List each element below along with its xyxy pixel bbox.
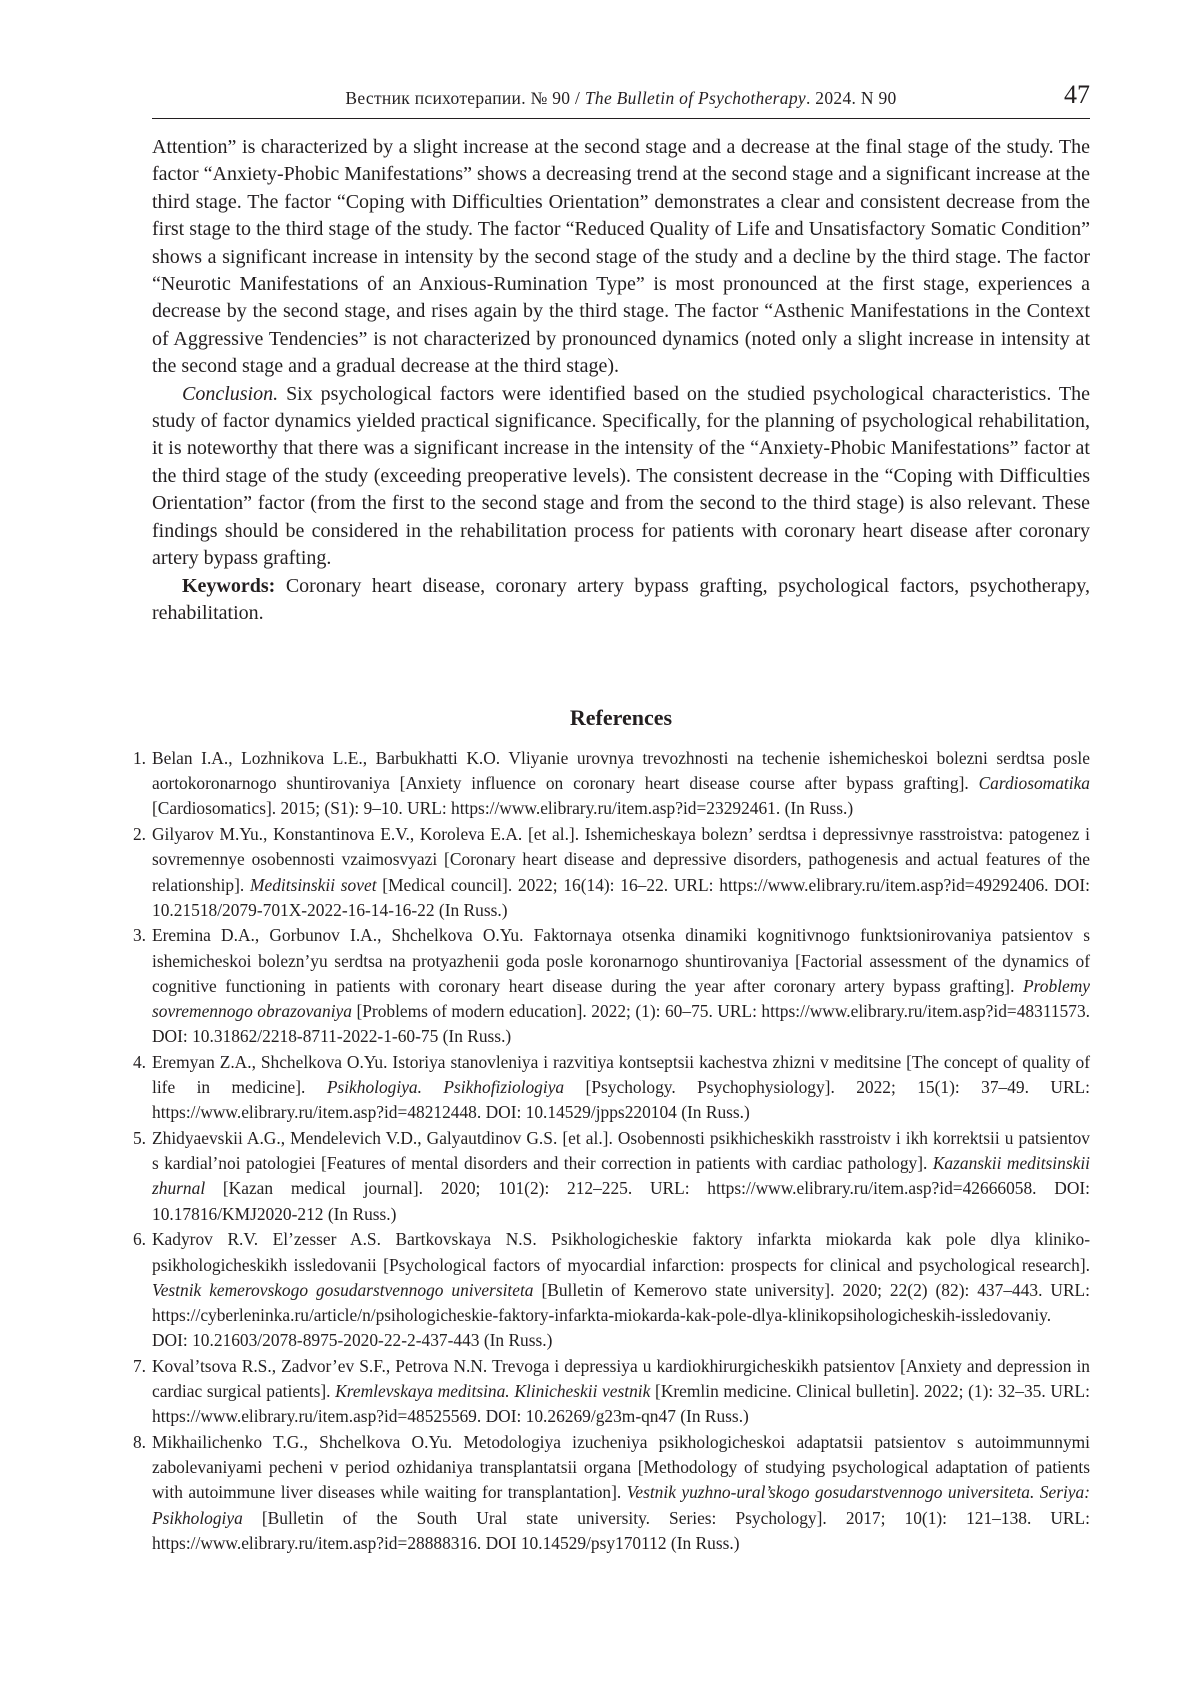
references-title: References (569, 705, 673, 730)
reference-item (132, 1430, 1090, 1556)
reference-details: [Problems of modern education]. 2022; (1): 60–75. URL: https://www.elibrary.ru/item.asp?id=48311573. DOI: 10.31862/2218-8711-2022-1-60-75 (In Russ.) (152, 1001, 1090, 1047)
running-head (152, 88, 1090, 109)
references-list (132, 746, 1090, 1557)
reference-text: Zhidyaevskii A.G., Mendelevich V.D., Galyautdinov G.S. [et al.]. Osobennosti psikhicheskikh rasstroistv i ikh korrektsii u patsientov s kardial’noi patologiei [Features of mental disorders and their correction in patients with cardiac pathology]. (152, 1128, 1090, 1174)
reference-number: 7. (132, 1355, 146, 1376)
reference-details: [Psychology. Psychophysiology]. 2022; 15(1): 37–49. URL: https://www.elibrary.ru/item.asp?id=48212448. DOI: 10.14529/jpps220104 (In Russ.) (152, 1077, 1090, 1123)
reference-item (132, 746, 1090, 822)
running-head-ru: Вестник психотерапии. № 90 (345, 88, 571, 108)
reference-item (132, 1126, 1090, 1227)
reference-journal: Psikhologiya. Psikhofiziologiya (326, 1077, 565, 1098)
running-head-separator: / (570, 88, 585, 108)
keywords-label: Keywords: (182, 574, 276, 597)
running-head-year: . 2024. N 90 (805, 88, 897, 108)
reference-item (132, 1227, 1090, 1353)
reference-number: 8. (132, 1431, 146, 1452)
reference-number: 2. (132, 824, 146, 845)
reference-journal: Kazanskii meditsinskii zhurnal (152, 1153, 1090, 1199)
reference-details: [Bulletin of the South Ural state university. Series: Psychology]. 2017; 10(1): 121–138. URL: https://www.elibrary.ru/item.asp?id=28888316. DOI 10.14529/psy170112 (In Russ.) (152, 1507, 1090, 1553)
abstract-body (152, 134, 1090, 627)
reference-journal: Kremlevskaya meditsina. Klinicheskii vestnik (335, 1381, 651, 1402)
reference-number: 3. (132, 925, 146, 946)
keywords-text: Coronary heart disease, coronary artery bypass grafting, psychological factors, psychotherapy, rehabilitation. (152, 574, 1090, 624)
reference-number: 5. (132, 1128, 146, 1149)
reference-text: Gilyarov M.Yu., Konstantinova E.V., Koroleva E.A. [et al.]. Ishemicheskaya bolezn’ serdtsa i depressivnye rasstroistva: patogenez i sovremennye osobennosti vzaimosvyazi [Coronary heart disease and depressive disorders, pathogenesis and actual features of the relationship]. (152, 824, 1090, 895)
reference-details: [Kazan medical journal]. 2020; 101(2): 212–225. URL: https://www.elibrary.ru/item.asp?id=42666058. DOI: 10.17816/KMJ2020-212 (In Russ.) (152, 1178, 1090, 1224)
conclusion-text: Six psychological factors were identified based on the studied psychological characteristics. The study of factor dynamics yielded practical significance. Specifically, for the planning of psychological rehabilitation, it is noteworthy that there was a significant increase in the intensity of the “Anxiety-Phobic Manifestations” factor at the third stage of the study (exceeding preoperative levels). The consistent decrease in the “Coping with Difficulties Orientation” factor (from the first to the second stage and from the second to the third stage) is also relevant. These findings should be considered in the rehabilitation process for patients with coronary heart disease after coronary artery bypass grafting. (152, 382, 1090, 570)
reference-text: Koval’tsova R.S., Zadvor’ev S.F., Petrova N.N. Trevoga i depressiya u kardiokhirurgicheskikh patsientov [Anxiety and depression in cardiac surgical patients]. (152, 1355, 1090, 1402)
reference-text: Kadyrov R.V. El’zesser A.S. Bartkovskaya N.S. Psikhologicheskie faktory infarkta miokarda kak pole dlya kliniko-psikhologicheskikh issledovanii [Psychological factors of myocardial infarction: prospects for clinical and psychological research]. (152, 1229, 1090, 1275)
reference-text: Eremyan Z.A., Shchelkova O.Yu. Istoriya stanovleniya i razvitiya kontseptsii kachestva zhizni v meditsine [The concept of quality of life in medicine]. (152, 1051, 1090, 1098)
results-paragraph: Attention” is characterized by a slight increase at the second stage and a decrease at the final stage of the study. The factor “Anxiety-Phobic Manifestations” shows a decreasing trend at the second stage and a significant increase at the third stage. The factor “Coping with Difficulties Orientation” demonstrates a clear and consistent decrease from the first stage to the third stage of the study. The factor “Reduced Quality of Life and Unsatisfactory Somatic Condition” shows a significant increase in intensity by the second stage of the study and a decline by the third stage. The factor “Neurotic Manifestations of an Anxious-Rumination Type” is most pronounced at the first stage, experiences a decrease by the second stage, and rises again by the third stage. The factor “Asthenic Manifestations in the Context of Aggressive Tendencies” is not characterized by pronounced dynamics (noted only a slight increase in intensity at the second stage and a gradual decrease at the third stage). (152, 136, 1090, 378)
reference-journal: Problemy sovremennogo obrazovaniya (152, 975, 1090, 1022)
conclusion-paragraph (152, 381, 1090, 573)
reference-journal: Vestnik kemerovskogo gosudarstvennogo universiteta (152, 1279, 534, 1300)
reference-text: Mikhailichenko T.G., Shchelkova O.Yu. Metodologiya izucheniya psikhologicheskoi adaptatsii patsientov s autoimmunnymi zabolevaniyami pecheni v period ozhidaniya transplantatsii organa [Methodology of studying psychological adaptation of patients with autoimmune liver diseases while waiting for transplantation]. (152, 1431, 1090, 1503)
reference-details: [Cardiosomatics]. 2015; (S1): 9–10. URL: https://www.elibrary.ru/item.asp?id=23292461. (In Russ.) (152, 798, 854, 819)
reference-journal: Vestnik yuzhno-ural’skogo gosudarstvennogo universiteta. Seriya: Psikhologiya (152, 1482, 1090, 1528)
reference-details: [Bulletin of Kemerovo state university]. 2020; 22(2) (82): 437–443. URL: https://cyberleninka.ru/article/n/psihologicheskie-faktory-infarkta-miokarda-kak-pole-dlya-klinikopsihologicheskih-issledovaniy. DOI: 10.21603/2078-8975-2020-22-2-437-443 (In Russ.) (152, 1279, 1090, 1351)
reference-number: 6. (132, 1229, 146, 1250)
reference-journal: Cardiosomatika (978, 773, 1090, 794)
conclusion-label: Conclusion. (182, 382, 279, 405)
reference-item (132, 1354, 1090, 1430)
reference-number: 4. (132, 1051, 146, 1072)
reference-text: Belan I.A., Lozhnikova L.E., Barbukhatti K.O. Vliyanie urovnya trevozhnosti na techenie ishemicheskoi bolezni serdtsa posle aortokoronarnogo shuntirovaniya [Anxiety influence on coronary heart disease course after bypass grafting]. (152, 748, 1090, 794)
reference-details: [Kremlin medicine. Clinical bulletin]. 2022; (1): 32–35. URL: https://www.elibrary.ru/item.asp?id=48525569. DOI: 10.26269/g23m-qn47 (In Russ.) (152, 1381, 1090, 1427)
running-head-en: The Bulletin of Psychotherapy (584, 88, 806, 108)
keywords-paragraph (152, 573, 1090, 628)
reference-number: 1. (132, 748, 146, 768)
page-number: 47 (1064, 80, 1090, 109)
reference-item (132, 923, 1090, 1049)
reference-item (132, 1050, 1090, 1126)
reference-item (132, 822, 1090, 923)
reference-text: Eremina D.A., Gorbunov I.A., Shchelkova O.Yu. Faktornaya otsenka dinamiki kognitivnogo funktsionirovaniya patsientov s ishemicheskoi bolezn’yu serdtsa na protyazhenii goda posle koronarnogo shuntirovaniya [Factorial assessment of the dynamics of cognitive functioning in patients with coronary heart disease during the year after coronary artery bypass grafting]. (152, 925, 1090, 996)
reference-journal: Meditsinskii sovet (250, 874, 377, 895)
page-header (152, 80, 1090, 119)
reference-details: [Medical council]. 2022; 16(14): 16–22. URL: https://www.elibrary.ru/item.asp?id=49292406. DOI: 10.21518/2079-701X-2022-16-14-16-22 (In Russ.) (152, 874, 1090, 920)
